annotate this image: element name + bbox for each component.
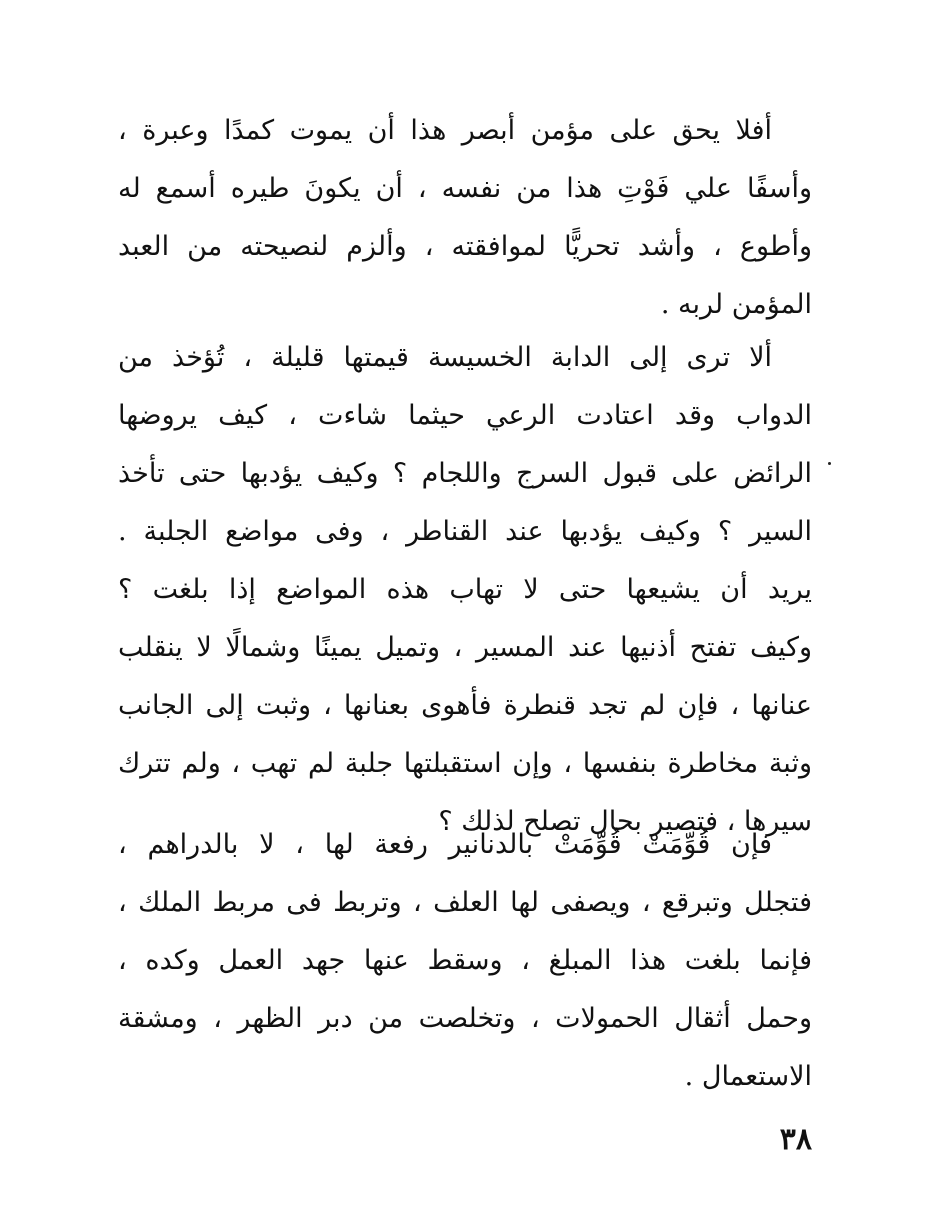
text-line: فإنما بلغت هذا المبلغ ، وسقط عنها جهد العمل وكده ، [118,945,812,976]
paragraph-1 [118,102,812,334]
paragraph-3 [118,816,812,1106]
text-line: يريد أن يشيعها حتى لا تهاب هذه المواضع إذا بلغت ؟ [118,574,812,605]
text-line: فتجلل وتبرقع ، ويصفى لها العلف ، وتربط فى مربط الملك ، [118,887,812,918]
text-line: وثبة مخاطرة بنفسها ، وإن استقبلتها جلبة لم تهب ، ولم تترك [118,748,812,779]
text-line: وأطوع ، وأشد تحريًّا لموافقته ، وألزم لنصيحته من العبد [118,231,812,262]
text-line: الدواب وقد اعتادت الرعي حيثما شاءت ، كيف يروضها [118,400,812,431]
text-line: أفلا يحق على مؤمن أبصر هذا أن يموت كمدًا وعبرة ، [118,115,772,146]
text-line: الرائض على قبول السرج واللجام ؟ وكيف يؤدبها حتى تأخذ [118,458,812,489]
text-line: الاستعمال . [684,1061,812,1092]
text-line: وأسفًا علي فَوْتِ هذا من نفسه ، أن يكونَ طيره أسمع له [118,173,812,204]
text-line: السير ؟ وكيف يؤدبها عند القناطر ، وفى مواضع الجلبة . [118,516,812,547]
text-line: وحمل أثقال الحمولات ، وتخلصت من دبر الظهر ، ومشقة [118,1003,812,1034]
text-line: عنانها ، فإن لم تجد قنطرة فأهوى بعنانها ، وثبت إلى الجانب [118,690,812,721]
text-line: ألا ترى إلى الدابة الخسيسة قيمتها قليلة ، تُؤخذ من [118,342,772,373]
text-line: وكيف تفتح أذنيها عند المسير ، وتميل يمينًا وشمالًا لا ينقلب [118,632,812,663]
paragraph-2 [118,329,812,851]
text-line: سيرها ، فتصير بحال تصلح لذلك ؟ [438,806,812,837]
page-number: ٣٨ [779,1122,812,1157]
text-line: فإن قُوِّمَتْ قُوِّمَتْ بالدنانير رفعة لها ، لا بالدراهم ، [118,829,772,860]
scan-speck-mark [828,462,831,465]
text-line: المؤمن لربه . [660,289,812,320]
